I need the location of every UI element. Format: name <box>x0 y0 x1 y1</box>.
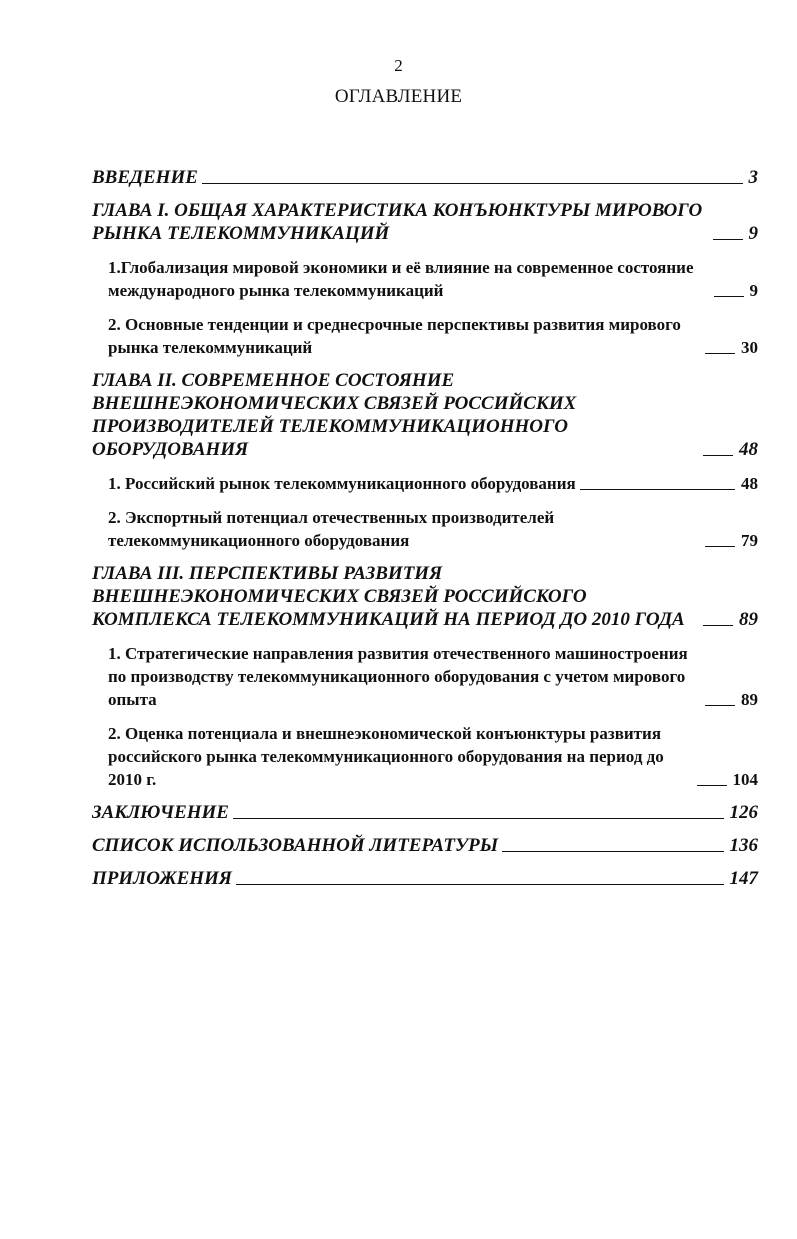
toc-entry-title: 1. Стратегические направления развития отечественного машиностроения по производству телекоммуникационного оборудования с учетом мирового опыта <box>108 644 688 709</box>
toc-entry-chapter-3[interactable] <box>92 562 758 631</box>
toc-entry-page: 89 <box>739 609 758 630</box>
toc-entry-section-3-1[interactable] <box>92 642 758 711</box>
toc-entry-bibliography[interactable] <box>92 834 758 857</box>
toc-entry-page: 89 <box>741 690 758 709</box>
toc-entry-title: ГЛАВА III. ПЕРСПЕКТИВЫ РАЗВИТИЯ ВНЕШНЕЭКОНОМИЧЕСКИХ СВЯЗЕЙ РОССИЙСКОГО КОМПЛЕКСА ТЕЛЕКОММУНИКАЦИЙ НА ПЕРИОД ДО 2010 ГОДА <box>92 563 685 630</box>
toc-entry-page: 9 <box>749 281 758 300</box>
toc-entry-title: СПИСОК ИСПОЛЬЗОВАННОЙ ЛИТЕРАТУРЫ <box>92 835 499 856</box>
dot-leader <box>705 353 735 354</box>
toc-entry-title: ЗАКЛЮЧЕНИЕ <box>92 802 229 823</box>
toc-entry-title: ВВЕДЕНИЕ <box>92 167 198 188</box>
dot-leader <box>703 625 733 626</box>
toc-entry-title: 2. Основные тенденции и среднесрочные перспективы развития мирового рынка телекоммуникаций <box>108 315 681 357</box>
toc-entry-title: 1.Глобализация мировой экономики и её влияние на современное состояние международного рынка телекоммуникаций <box>108 258 694 300</box>
toc-entry-title: ГЛАВА I. ОБЩАЯ ХАРАКТЕРИСТИКА КОНЪЮНКТУРЫ МИРОВОГО РЫНКА ТЕЛЕКОММУНИКАЦИЙ <box>92 200 703 244</box>
toc-entry-page: 30 <box>741 338 758 357</box>
toc-entry-page: 79 <box>741 531 758 550</box>
dot-leader <box>502 851 723 852</box>
toc-entry-page: 136 <box>729 835 758 856</box>
toc-entry-page: 9 <box>748 223 758 244</box>
toc-entry-section-1-2[interactable] <box>92 313 758 359</box>
toc-entry-page: 104 <box>732 770 758 789</box>
toc-entry-title: ПРИЛОЖЕНИЯ <box>92 868 232 889</box>
toc-entry-conclusion[interactable] <box>92 801 758 824</box>
toc-entry-chapter-2[interactable] <box>92 369 758 461</box>
toc-entry-title: ГЛАВА II. СОВРЕМЕННОЕ СОСТОЯНИЕ ВНЕШНЕЭКОНОМИЧЕСКИХ СВЯЗЕЙ РОССИЙСКИХ ПРОИЗВОДИТЕЛЕЙ ТЕЛЕКОММУНИКАЦИОННОГО ОБОРУДОВАНИЯ <box>92 370 577 460</box>
toc-entry-page: 48 <box>739 439 758 460</box>
dot-leader <box>697 785 727 786</box>
toc-entry-page: 147 <box>729 868 758 889</box>
dot-leader <box>202 183 743 184</box>
toc-entry-introduction[interactable] <box>92 166 758 189</box>
toc-entry-title: 2. Оценка потенциала и внешнеэкономической конъюнктуры развития российского рынка телекоммуникационного оборудования на период до 2010 г. <box>108 724 664 789</box>
toc-entry-page: 3 <box>748 167 758 188</box>
page-number: 2 <box>394 56 403 75</box>
toc-entry-section-2-1[interactable] <box>92 472 758 495</box>
toc-entry-page: 126 <box>729 802 758 823</box>
toc-entry-appendices[interactable] <box>92 867 758 890</box>
table-of-contents <box>92 166 758 890</box>
toc-entry-title: 1. Российский рынок телекоммуникационного оборудования <box>108 474 576 493</box>
dot-leader <box>705 546 735 547</box>
toc-entry-section-3-2[interactable] <box>92 722 758 791</box>
toc-entry-section-2-2[interactable] <box>92 506 758 552</box>
dot-leader <box>705 705 735 706</box>
toc-entry-chapter-1[interactable] <box>92 199 758 245</box>
toc-entry-page: 48 <box>741 474 758 493</box>
toc-entry-section-1-1[interactable] <box>92 256 758 302</box>
dot-leader <box>580 489 735 490</box>
page-title: ОГЛАВЛЕНИЕ <box>334 86 463 107</box>
dot-leader <box>233 818 724 819</box>
dot-leader <box>714 296 744 297</box>
dot-leader <box>703 455 733 456</box>
dot-leader <box>236 884 724 885</box>
toc-entry-title: 2. Экспортный потенциал отечественных производителей телекоммуникационного оборудования <box>108 508 555 550</box>
dot-leader <box>713 239 743 240</box>
